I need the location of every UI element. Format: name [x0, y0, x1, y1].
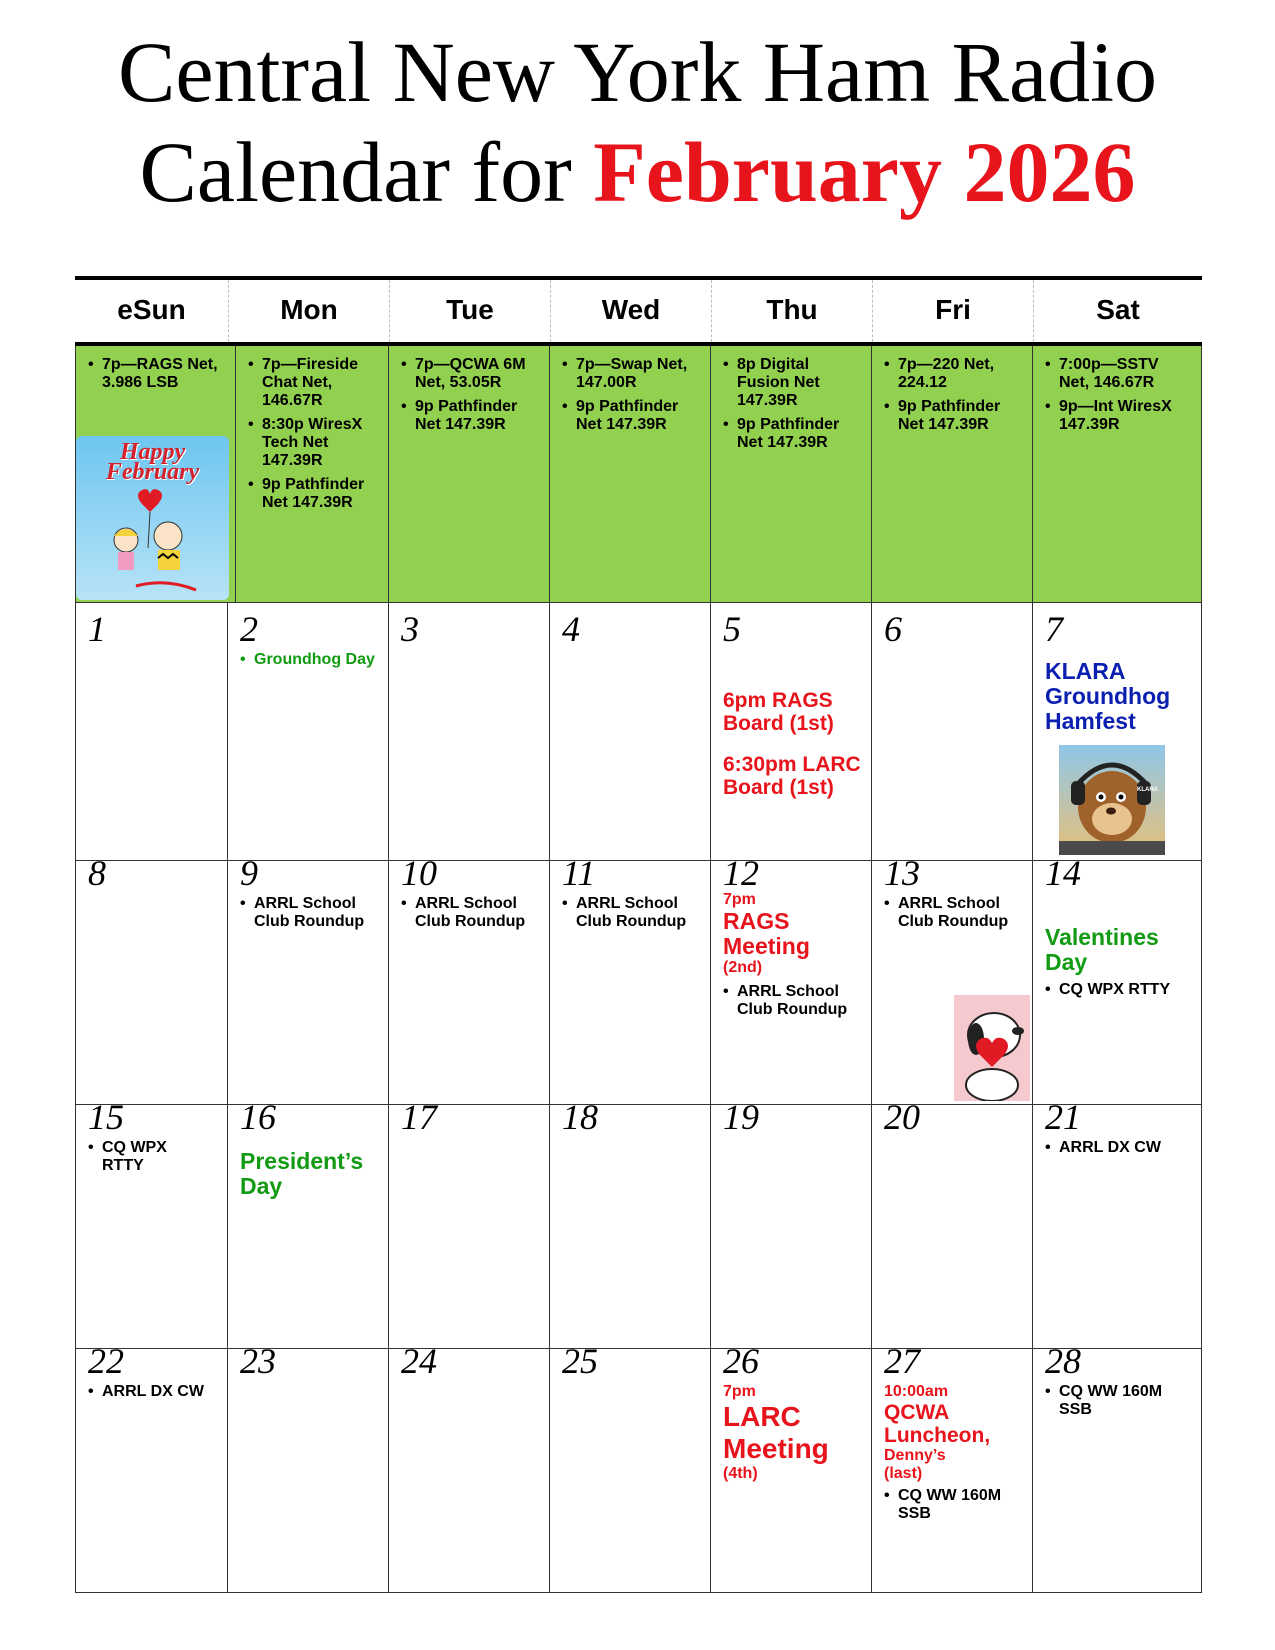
day-cell-12[interactable]: [711, 847, 872, 1105]
day-number: 18: [562, 1097, 598, 1137]
snoopy-valentine-image: [954, 995, 1030, 1101]
qcwa-note: (last): [884, 1465, 923, 1482]
weekly-fri: [872, 346, 1033, 602]
day-number: 2: [240, 609, 258, 649]
arrl-dx-cw-event: • ARRL DX CW: [1033, 1139, 1201, 1157]
day-number: 27: [884, 1341, 920, 1381]
day-number: 6: [884, 609, 902, 649]
day-cell-18[interactable]: [550, 1091, 711, 1349]
school-roundup-event: • ARRL School Club Roundup: [389, 895, 549, 931]
title-line-2: [0, 122, 1275, 222]
weekly-event: • 9p Pathfinder Net 147.39R: [550, 398, 700, 434]
calendar-title: [0, 22, 1275, 222]
day-cell-22[interactable]: [75, 1335, 228, 1593]
happy-february-lettering: Happy February: [105, 439, 200, 485]
day-number: 21: [1045, 1097, 1081, 1137]
weekday-thu: Thu: [711, 280, 872, 342]
day-number: 23: [240, 1341, 276, 1381]
weekly-event: • 7p—Fireside Chat Net, 146.67R: [236, 356, 386, 410]
presidents-day-event: President’s Day: [240, 1148, 364, 1199]
day-number: 13: [884, 853, 920, 893]
day-number: 9: [240, 853, 258, 893]
school-roundup-event: • ARRL School Club Roundup: [711, 983, 871, 1019]
larc-board-event: 6:30pm LARC Board (1st): [723, 753, 861, 799]
rags-board-event: 6pm RAGS Board (1st): [723, 689, 834, 735]
weekly-event: • 7p—RAGS Net, 3.986 LSB: [76, 356, 236, 392]
day-cell-7[interactable]: [1033, 603, 1202, 861]
day-cell-19[interactable]: [711, 1091, 872, 1349]
weekly-wed: [550, 346, 711, 602]
day-cell-4[interactable]: [550, 603, 711, 861]
school-roundup-event: • ARRL School Club Roundup: [550, 895, 710, 931]
day-cell-13[interactable]: [872, 847, 1033, 1105]
day-cell-26[interactable]: [711, 1335, 872, 1593]
rags-meeting-note: (2nd): [723, 959, 763, 976]
rags-meeting-time: 7pm: [723, 891, 756, 908]
larc-meeting-note: (4th): [723, 1465, 758, 1482]
cq-ww-160m-event: • CQ WW 160M SSB: [1033, 1383, 1193, 1419]
day-number: 10: [401, 853, 437, 893]
valentines-day-event: Valentines Day: [1045, 924, 1159, 975]
day-cell-16[interactable]: [228, 1091, 389, 1349]
day-cell-1[interactable]: [75, 603, 228, 861]
title-prefix: Calendar for: [139, 124, 594, 220]
day-cell-21[interactable]: [1033, 1091, 1202, 1349]
qcwa-luncheon-event: QCWA Luncheon,: [884, 1401, 991, 1447]
day-number: 7: [1045, 609, 1063, 649]
day-number: 12: [723, 853, 759, 893]
title-month: February 2026: [593, 124, 1136, 220]
day-cell-6[interactable]: [872, 603, 1033, 861]
qcwa-time: 10:00am: [884, 1383, 949, 1400]
groundhog-headphones-image: [1059, 745, 1165, 855]
weekday-tue: Tue: [389, 280, 550, 342]
weekday-mon: Mon: [228, 280, 389, 342]
klara-hamfest-event: KLARA Groundhog Hamfest: [1045, 658, 1171, 734]
day-number: 4: [562, 609, 580, 649]
day-number: 25: [562, 1341, 598, 1381]
day-cell-5[interactable]: [711, 603, 872, 861]
weekly-event: • 7p—QCWA 6M Net, 53.05R: [389, 356, 539, 392]
weekly-sun: [75, 346, 236, 602]
groundhog-illustration: [1059, 745, 1165, 855]
day-cell-8[interactable]: [75, 847, 228, 1105]
happy-february-image: [76, 436, 229, 600]
day-number: 24: [401, 1341, 437, 1381]
day-number: 19: [723, 1097, 759, 1137]
day-cell-27[interactable]: [872, 1335, 1033, 1593]
weekly-event: • 7p—Swap Net, 147.00R: [550, 356, 700, 392]
day-cell-11[interactable]: [550, 847, 711, 1105]
day-number: 8: [88, 853, 106, 893]
day-number: 17: [401, 1097, 437, 1137]
day-number: 14: [1045, 853, 1081, 893]
weekly-thu: [711, 346, 872, 602]
day-number: 15: [88, 1097, 124, 1137]
arrl-dx-cw-event: • ARRL DX CW: [76, 1383, 229, 1401]
larc-meeting-event: LARC Meeting: [723, 1401, 829, 1464]
day-cell-14[interactable]: [1033, 847, 1202, 1105]
weekly-event: • 9p Pathfinder Net 147.39R: [711, 416, 861, 452]
weekly-event: • 8p Digital Fusion Net 147.39R: [711, 356, 861, 410]
groundhog-day-event: • Groundhog Day: [228, 651, 388, 669]
day-number: 22: [88, 1341, 124, 1381]
weekday-wed: Wed: [550, 280, 711, 342]
day-cell-15[interactable]: [75, 1091, 228, 1349]
cq-wpx-rtty-event: • CQ WPX RTTY: [76, 1139, 196, 1175]
weekly-event: • 9p Pathfinder Net 147.39R: [389, 398, 539, 434]
day-cell-24[interactable]: [389, 1335, 550, 1593]
weekday-fri: Fri: [872, 280, 1033, 342]
title-line-1: Central New York Ham Radio: [117, 24, 1158, 120]
day-cell-10[interactable]: [389, 847, 550, 1105]
weekly-event: • 8:30p WiresX Tech Net 147.39R: [236, 416, 386, 470]
day-cell-28[interactable]: [1033, 1335, 1202, 1593]
cq-wpx-rtty-event: • CQ WPX RTTY: [1033, 981, 1173, 999]
day-number: 28: [1045, 1341, 1081, 1381]
larc-meeting-time: 7pm: [723, 1383, 756, 1400]
qcwa-place: Denny’s: [884, 1447, 946, 1464]
day-number: 26: [723, 1341, 759, 1381]
weekly-sat: [1033, 346, 1202, 602]
rags-meeting-event: RAGS Meeting: [723, 908, 810, 959]
charlie-brown-illustration: [76, 436, 229, 600]
school-roundup-event: • ARRL School Club Roundup: [872, 895, 1032, 931]
day-number: 20: [884, 1097, 920, 1137]
day-cell-3[interactable]: [389, 603, 550, 861]
day-number: 3: [401, 609, 419, 649]
day-cell-23[interactable]: [228, 1335, 389, 1593]
day-cell-25[interactable]: [550, 1335, 711, 1593]
weekly-mon: [236, 346, 389, 602]
day-cell-9[interactable]: [228, 847, 389, 1105]
weekly-event: • 7p—220 Net, 224.12: [872, 356, 1022, 392]
day-number: 5: [723, 609, 741, 649]
weekly-event: • 7:00p—SSTV Net, 146.67R: [1033, 356, 1183, 392]
day-cell-17[interactable]: [389, 1091, 550, 1349]
weekly-event: • 9p Pathfinder Net 147.39R: [236, 476, 386, 512]
weekly-tue: [389, 346, 550, 602]
weekday-sun: eSun: [117, 294, 186, 325]
day-number: 1: [88, 609, 106, 649]
day-cell-20[interactable]: [872, 1091, 1033, 1349]
weekly-event: • 9p Pathfinder Net 147.39R: [872, 398, 1022, 434]
school-roundup-event: • ARRL School Club Roundup: [228, 895, 388, 931]
weekly-event: • 9p—Int WiresX 147.39R: [1033, 398, 1183, 434]
day-number: 16: [240, 1097, 276, 1137]
day-cell-2[interactable]: [228, 603, 389, 861]
snoopy-illustration: [954, 995, 1030, 1101]
day-number: 11: [562, 853, 596, 893]
klara-badge: KLARA: [1137, 787, 1158, 793]
cq-ww-160m-event: • CQ WW 160M SSB: [872, 1487, 1022, 1523]
weekday-sat: Sat: [1033, 280, 1202, 342]
